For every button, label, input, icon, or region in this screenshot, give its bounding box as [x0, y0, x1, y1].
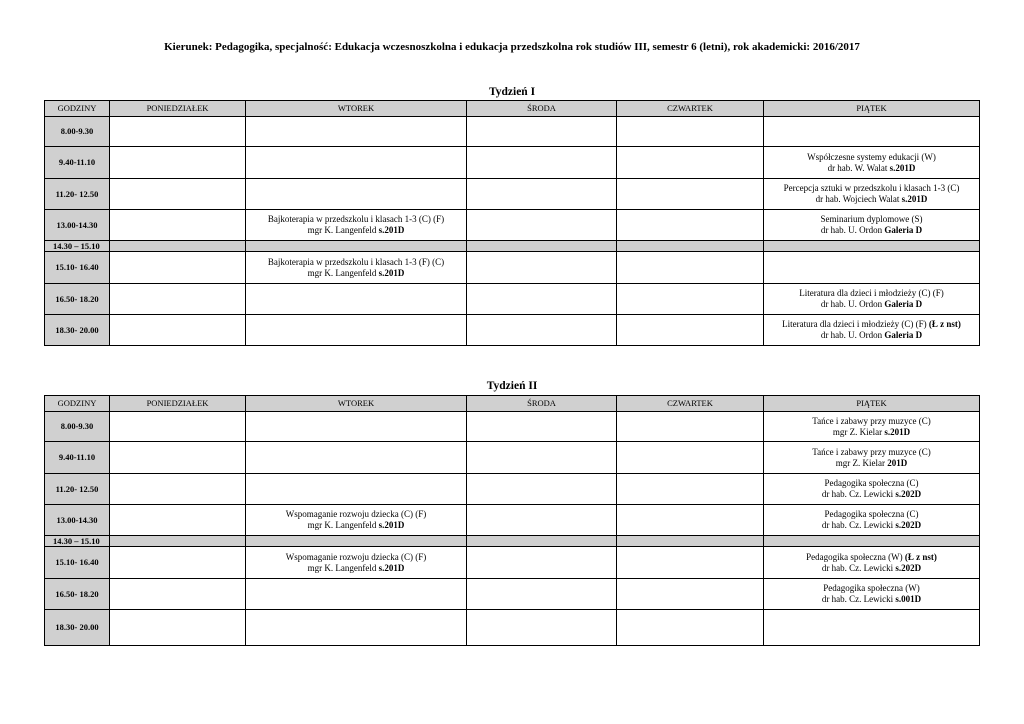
class-cell-wed [467, 179, 617, 210]
class-instructor-room [766, 163, 977, 174]
class-instructor-room [766, 194, 977, 205]
column-header: CZWARTEK [617, 396, 764, 412]
time-slot-label: 16.50- 18.20 [45, 579, 110, 610]
class-cell-wed [467, 412, 617, 442]
class-cell-fri [764, 284, 980, 315]
class-cell-tue [246, 210, 467, 241]
class-instructor-room [766, 458, 977, 469]
class-cell-fri [764, 547, 980, 579]
class-title [766, 288, 977, 299]
class-cell-thu [617, 284, 764, 315]
class-cell-thu [617, 610, 764, 646]
class-cell-thu [617, 579, 764, 610]
class-cell-thu [617, 179, 764, 210]
class-cell-fri [764, 579, 980, 610]
instructor-name: mgr K. Langenfeld [307, 225, 379, 235]
break-row [45, 536, 980, 547]
time-slot-label: 11.20- 12.50 [45, 179, 110, 210]
page-title: Kierunek: Pedagogika, specjalność: Edukacja wczesnoszkolna i edukacja przedszkolna rok studiów III, semestr 6 (letni), rok akademicki: 2016/2017 [164, 41, 860, 53]
class-cell-wed [467, 442, 617, 474]
room-label: Galeria D [884, 299, 923, 309]
column-header: ŚRODA [467, 396, 617, 412]
class-title [766, 319, 977, 330]
room-label: s.201D [378, 562, 405, 573]
class-cell-thu [617, 547, 764, 579]
time-row [45, 547, 980, 579]
time-row [45, 179, 980, 210]
class-instructor-room [766, 594, 977, 605]
break-row [45, 241, 980, 252]
instructor-name: mgr K. Langenfeld [307, 520, 379, 530]
class-cell-tue [246, 610, 467, 646]
instructor-name: dr hab. Cz. Lewicki [821, 562, 896, 573]
class-instructor-room [248, 563, 464, 574]
instructor-name: mgr Z. Kielar [835, 457, 888, 468]
time-slot-label: 8.00-9.30 [45, 117, 110, 147]
course-name: Współczesne systemy edukacji (W) [807, 151, 936, 162]
class-cell-tue [246, 315, 467, 346]
time-row [45, 315, 980, 346]
instructor-name: dr hab. U. Ordon [820, 299, 885, 309]
class-cell-mon [110, 536, 246, 547]
time-row [45, 284, 980, 315]
class-title [766, 509, 977, 520]
room-label: Galeria D [884, 225, 923, 235]
class-cell-wed [467, 536, 617, 547]
class-title [766, 183, 977, 194]
class-title [766, 447, 977, 458]
class-cell-tue [246, 252, 467, 284]
class-cell-tue [246, 412, 467, 442]
class-cell-mon [110, 284, 246, 315]
class-cell-fri [764, 442, 980, 474]
class-cell-wed [467, 505, 617, 536]
course-name: Literatura dla dzieci i młodzieży (C) (F) [782, 319, 929, 329]
class-cell-fri [764, 117, 980, 147]
time-slot-label: 9.40-11.10 [45, 147, 110, 179]
class-cell-thu [617, 412, 764, 442]
time-row [45, 505, 980, 536]
course-name: Pedagogika społeczna (C) [824, 478, 919, 488]
column-header: GODZINY [45, 396, 110, 412]
class-cell-thu [617, 147, 764, 179]
room-label: s.201D [889, 162, 916, 173]
course-name: Wspomaganie rozwoju dziecka (C) (F) [285, 551, 427, 562]
column-header: PIĄTEK [764, 101, 980, 117]
time-slot-label: 18.30- 20.00 [45, 315, 110, 346]
class-cell-fri [764, 252, 980, 284]
course-name: Tańce i zabawy przy muzyce (C) [812, 415, 931, 426]
class-cell-fri [764, 315, 980, 346]
class-cell-wed [467, 241, 617, 252]
course-name: Pedagogika społeczna (W) [823, 583, 920, 593]
instructor-name: dr hab. W. Walat [827, 162, 890, 173]
class-cell-tue [246, 505, 467, 536]
class-cell-thu [617, 241, 764, 252]
class-cell-fri [764, 505, 980, 536]
week-2-schedule-table [44, 395, 980, 646]
class-cell-fri [764, 179, 980, 210]
class-cell-mon [110, 117, 246, 147]
class-cell-wed [467, 610, 617, 646]
column-header: GODZINY [45, 101, 110, 117]
class-cell-tue [246, 474, 467, 505]
instructor-name: dr hab. Cz. Lewicki [821, 594, 896, 604]
class-title [766, 152, 977, 163]
class-cell-wed [467, 117, 617, 147]
course-name: Bajkoterapia w przedszkolu i klasach 1-3 (F) (C) [267, 256, 445, 267]
instructor-name: mgr K. Langenfeld [307, 267, 379, 278]
class-title [248, 257, 464, 268]
class-cell-thu [617, 117, 764, 147]
time-slot-label: 8.00-9.30 [45, 412, 110, 442]
instructor-name: dr hab. Wojciech Walat [815, 194, 902, 204]
class-cell-wed [467, 210, 617, 241]
class-instructor-room [766, 427, 977, 438]
instructor-name: dr hab. U. Ordon [820, 330, 885, 340]
class-title [766, 416, 977, 427]
instructor-name: dr hab. Cz. Lewicki [821, 489, 896, 499]
class-title [766, 583, 977, 594]
class-cell-thu [617, 210, 764, 241]
class-cell-thu [617, 315, 764, 346]
class-instructor-room [766, 299, 977, 310]
class-cell-fri [764, 412, 980, 442]
time-slot-label: 9.40-11.10 [45, 442, 110, 474]
time-slot-label: 16.50- 18.20 [45, 284, 110, 315]
class-cell-mon [110, 147, 246, 179]
class-cell-wed [467, 284, 617, 315]
class-cell-thu [617, 505, 764, 536]
course-name: Wspomaganie rozwoju dziecka (C) (F) [285, 509, 427, 519]
class-title [766, 552, 977, 563]
room-label: s.202D [895, 520, 922, 530]
class-cell-wed [467, 252, 617, 284]
week-1-title: Tydzień I [488, 86, 536, 98]
class-instructor-room [248, 268, 464, 279]
room-label: s.001D [895, 594, 922, 604]
time-slot-label: 13.00-14.30 [45, 505, 110, 536]
class-instructor-room [248, 225, 464, 236]
header-row [45, 101, 980, 117]
course-name: Seminarium dyplomowe (S) [820, 214, 923, 224]
header-row [45, 396, 980, 412]
time-slot-label: 15.10- 16.40 [45, 547, 110, 579]
class-cell-mon [110, 210, 246, 241]
time-row [45, 610, 980, 646]
course-name: Tańce i zabawy przy muzyce (C) [812, 446, 931, 457]
class-cell-thu [617, 442, 764, 474]
class-instructor-room [248, 520, 464, 531]
class-instructor-room [766, 563, 977, 574]
class-cell-mon [110, 474, 246, 505]
course-name: Percepcja sztuki w przedszkolu i klasach 1-3 (C) [783, 183, 960, 193]
column-header: PONIEDZIAŁEK [110, 396, 246, 412]
course-name: Bajkoterapia w przedszkolu i klasach 1-3 (C) (F) [267, 214, 445, 224]
column-header: WTOREK [246, 396, 467, 412]
room-label: s.201D [378, 520, 405, 530]
room-label: Galeria D [884, 330, 923, 340]
class-cell-wed [467, 147, 617, 179]
time-slot-label: 13.00-14.30 [45, 210, 110, 241]
instructor-name: dr hab. U. Ordon [820, 225, 885, 235]
class-instructor-room [766, 330, 977, 341]
class-cell-fri [764, 147, 980, 179]
course-note: (Ł z nst) [928, 319, 961, 329]
room-label: s.202D [895, 562, 922, 573]
class-cell-thu [617, 474, 764, 505]
class-cell-tue [246, 579, 467, 610]
class-cell-fri [764, 474, 980, 505]
column-header: PIĄTEK [764, 396, 980, 412]
time-slot-label: 18.30- 20.00 [45, 610, 110, 646]
time-row [45, 210, 980, 241]
class-cell-mon [110, 505, 246, 536]
column-header: WTOREK [246, 101, 467, 117]
class-cell-tue [246, 241, 467, 252]
time-slot-label: 11.20- 12.50 [45, 474, 110, 505]
course-note: (Ł z nst) [904, 551, 937, 562]
course-name: Pedagogika społeczna (C) [824, 509, 919, 519]
instructor-name: mgr K. Langenfeld [307, 562, 379, 573]
class-cell-mon [110, 610, 246, 646]
column-header: PONIEDZIAŁEK [110, 101, 246, 117]
class-cell-fri [764, 241, 980, 252]
time-row [45, 117, 980, 147]
time-slot-label: 14.30 – 15.10 [45, 536, 110, 547]
room-label: s.202D [895, 489, 922, 499]
class-cell-mon [110, 252, 246, 284]
class-cell-fri [764, 610, 980, 646]
class-cell-thu [617, 536, 764, 547]
class-title [766, 478, 977, 489]
instructor-name: dr hab. Cz. Lewicki [821, 520, 896, 530]
time-row [45, 147, 980, 179]
class-cell-mon [110, 179, 246, 210]
room-label: 201D [887, 457, 908, 468]
class-title [766, 214, 977, 225]
class-cell-wed [467, 547, 617, 579]
class-cell-mon [110, 241, 246, 252]
class-cell-tue [246, 117, 467, 147]
time-row [45, 442, 980, 474]
time-row [45, 412, 980, 442]
room-label: s.201D [901, 194, 928, 204]
class-instructor-room [766, 489, 977, 500]
class-cell-wed [467, 474, 617, 505]
class-cell-tue [246, 284, 467, 315]
room-label: s.201D [884, 426, 911, 437]
class-instructor-room [766, 520, 977, 531]
class-cell-mon [110, 579, 246, 610]
time-row [45, 474, 980, 505]
column-header: CZWARTEK [617, 101, 764, 117]
class-cell-wed [467, 315, 617, 346]
class-cell-mon [110, 442, 246, 474]
instructor-name: mgr Z. Kielar [832, 426, 885, 437]
class-title [248, 214, 464, 225]
room-label: s.201D [378, 225, 405, 235]
class-cell-wed [467, 579, 617, 610]
course-name: Pedagogika społeczna (W) [806, 551, 905, 562]
room-label: s.201D [378, 267, 405, 278]
class-cell-mon [110, 315, 246, 346]
class-cell-tue [246, 536, 467, 547]
class-cell-fri [764, 536, 980, 547]
time-row [45, 579, 980, 610]
column-header: ŚRODA [467, 101, 617, 117]
class-cell-fri [764, 210, 980, 241]
class-cell-tue [246, 147, 467, 179]
class-cell-tue [246, 547, 467, 579]
class-cell-mon [110, 412, 246, 442]
time-slot-label: 15.10- 16.40 [45, 252, 110, 284]
week-1-schedule-table [44, 100, 980, 346]
course-name: Literatura dla dzieci i młodzieży (C) (F) [799, 288, 944, 298]
week-2-title: Tydzień II [486, 380, 538, 392]
class-cell-tue [246, 179, 467, 210]
class-instructor-room [766, 225, 977, 236]
time-slot-label: 14.30 – 15.10 [45, 241, 110, 252]
class-cell-thu [617, 252, 764, 284]
class-title [248, 509, 464, 520]
class-cell-mon [110, 547, 246, 579]
class-title [248, 552, 464, 563]
time-row [45, 252, 980, 284]
class-cell-tue [246, 442, 467, 474]
